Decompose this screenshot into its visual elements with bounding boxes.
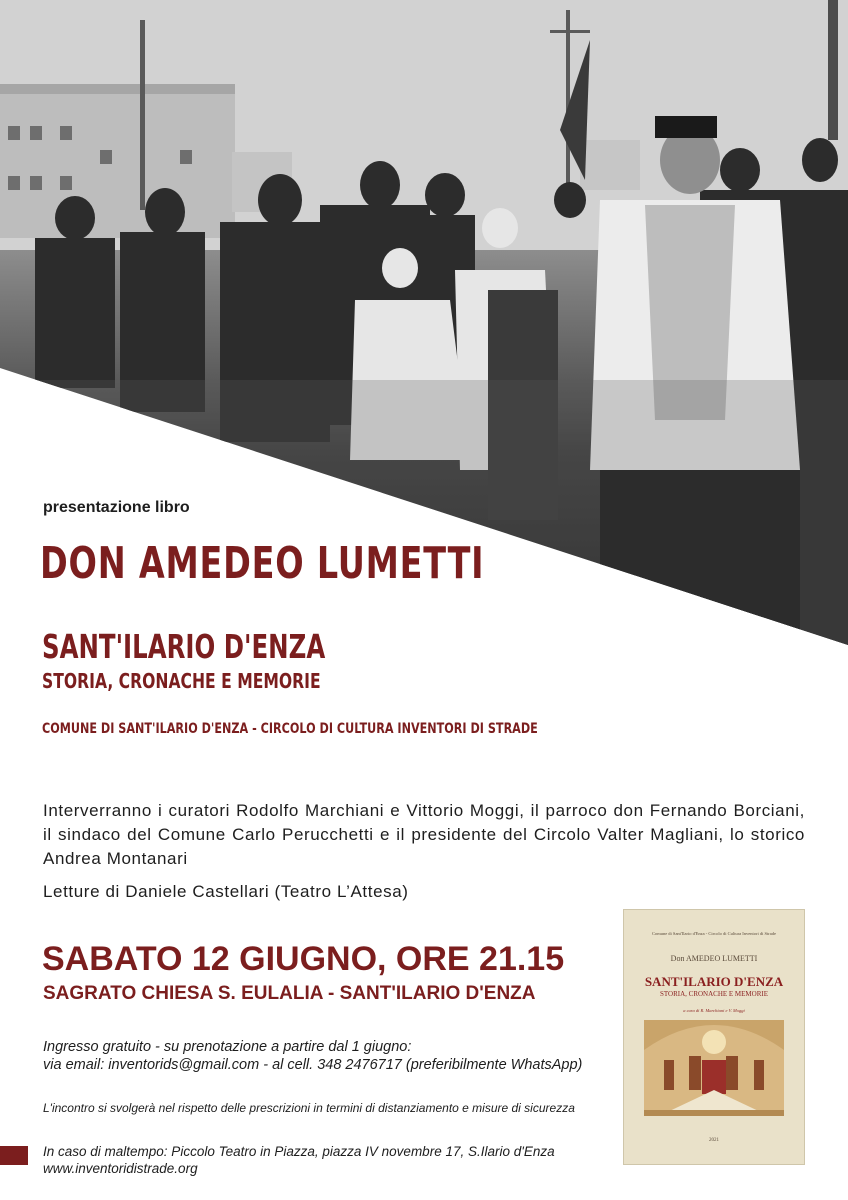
book-cover-year: 2021 xyxy=(709,1138,719,1143)
book-cover-note: a cura di R. Marchiani e V. Moggi xyxy=(683,1008,745,1013)
event-type-label: presentazione libro xyxy=(43,499,190,516)
page-title: DON AMEDEO LUMETTI xyxy=(40,538,485,589)
booking-line: Ingresso gratuito - su prenotazione a partire dal 1 giugno: xyxy=(43,1039,412,1055)
organizers-line: COMUNE DI SANT'ILARIO D'ENZA - CIRCOLO DI CULTURA INVENTORI DI STRADE xyxy=(42,721,538,737)
book-cover-publisher: Comune di Sant'Ilario d'Enza - Circolo di Cultura Inventori di Strade xyxy=(651,931,777,936)
book-cover-title: SANT'ILARIO D'ENZA xyxy=(644,974,784,989)
readings-line: Letture di Daniele Castellari (Teatro L’Attesa) xyxy=(43,882,409,901)
contact-line: via email: inventorids@gmail.com - al cell. 348 2476717 (preferibilmente WhatsApp) xyxy=(43,1057,583,1073)
footer-info xyxy=(43,1143,555,1177)
event-date: SABATO 12 GIUGNO, ORE 21.15 xyxy=(42,940,565,978)
book-subtitle: STORIA, CRONACHE E MEMORIE xyxy=(42,669,321,693)
book-cover-author: Don AMEDEO LUMETTI xyxy=(670,954,758,963)
website-link[interactable]: www.inventoridistrade.org xyxy=(43,1161,198,1176)
book-title: SANT'ILARIO D'ENZA xyxy=(42,627,326,666)
book-cover xyxy=(623,909,805,1165)
speakers-paragraph: Interverranno i curatori Rodolfo Marchiani e Vittorio Moggi, il parroco don Fernando Borciani, il sindaco del Comune Carlo Perucchetti e il presidente del Circolo Valter Magliani, lo storico Andrea Montanari xyxy=(43,801,805,868)
weather-line: In caso di maltempo: Piccolo Teatro in Piazza, piazza IV novembre 17, S.Ilario d'Enza xyxy=(43,1144,555,1159)
book-cover-fresco-image xyxy=(644,1020,784,1116)
event-place: SAGRATO CHIESA S. EULALIA - SANT'ILARIO D'ENZA xyxy=(43,983,536,1004)
book-cover-subtitle: STORIA, CRONACHE E MEMORIE xyxy=(660,990,768,998)
safety-notice: L'incontro si svolgerà nel rispetto delle prescrizioni in termini di distanziamento e misure di sicurezza xyxy=(43,1101,575,1115)
booking-info xyxy=(43,1038,582,1074)
accent-mark xyxy=(0,1146,28,1165)
